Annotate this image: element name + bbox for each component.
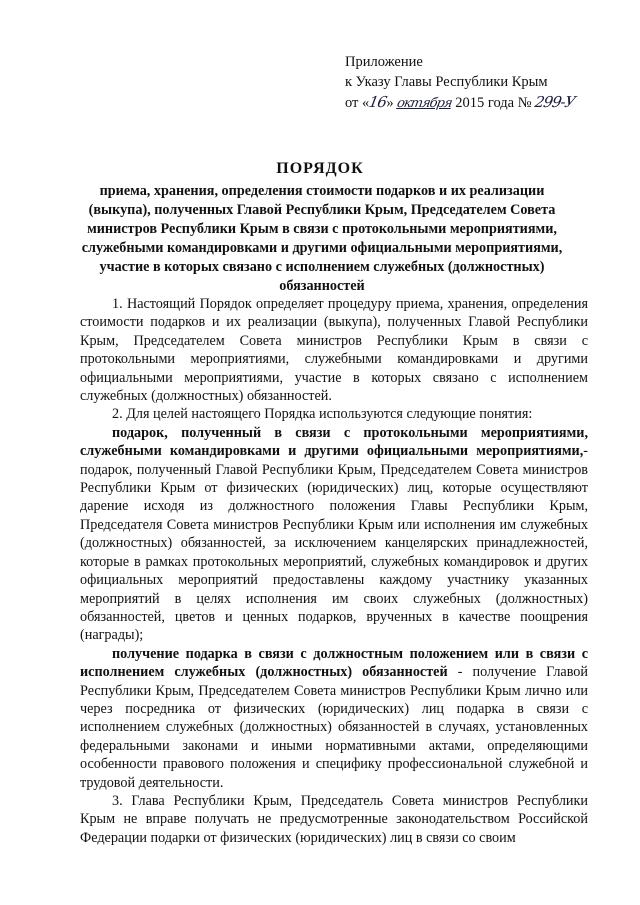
handwritten-month: октября (396, 96, 454, 111)
document-subtitle: приема, хранения, определения стоимости подарков и их реализации (выкупа), полученных Главой Республики Крым, Председателем Совета министров Республики Крым в связи с протокольными мероприятиями, служебными командировками и другими официальными мероприятиями, участие в которых связано с исполнением служебных (должностных) обязанностей (81, 183, 563, 294)
date-year: 2015 года № (455, 95, 532, 111)
date-prefix: от « (345, 95, 370, 111)
definition-gift: - подарок, полученный Главой Республики Крым, Председателем Совета министров Республики Крым от физических (юридических) лиц, которые осуществляют дарение исходя из должностного положения Главы Республики Крым, Председателя Совета министров Республики Крым или исполнения им служебных (должностных) обязанностей, за исключением канцелярских принадлежностей, которые в рамках протокольных мероприятий, служебных командировок и других официальных мероприятий предоставлены каждому участнику указанных мероприятий в целях исполнения им своих служебных (должностных) обязанностей, цветов и ценных подарков, врученных в качестве поощрения (награды); (80, 443, 588, 644)
appendix-label: Приложение (345, 54, 423, 70)
document-title: ПОРЯДОК (276, 160, 364, 177)
term-receiving-gift: получение подарка в связи с должностным положением или в связи с исполнением служебных (должностных) обязанностей (80, 645, 588, 681)
paragraph-1: 1. Настоящий Порядок определяет процедуру приема, хранения, определения стоимости подарков и их реализации (выкупа), полученных Главой Республики Крым, Председателем Совета министров Республики Крым в связи с протокольными мероприятиями, служебными командировками и другими официальными мероприятиями, участие в которых связано с исполнением служебных (должностных) обязанностей. (80, 296, 588, 405)
date-mid: » (386, 95, 394, 111)
term-gift: подарок, полученный в связи с протокольными мероприятиями, служебными командировками и другими официальными мероприятиями, (80, 424, 588, 460)
definition-receiving-gift: - получение Главой Республики Крым, Председателем Совета министров Республики Крым лично или через посредника от физических (юридических) лиц подарка в связи с исполнением служебных (должностных) обязанностей в случаях, установленных федеральными законами и иными нормативными актами, определяющими особенности правового положения и специфику профессиональной служебной и трудовой деятельности. (80, 664, 588, 791)
paragraph-3 (80, 424, 588, 645)
appendix-header (345, 52, 635, 114)
paragraph-2: 2. Для целей настоящего Порядка используются следующие понятия: (112, 406, 533, 423)
handwritten-number: 299-У (533, 93, 577, 111)
handwritten-day: 16 (367, 93, 388, 111)
appendix-decree: к Указу Главы Республики Крым (345, 74, 548, 90)
paragraph-5: 3. Глава Республики Крым, Председатель Совета министров Республики Крым не вправе получать не предусмотренные законодательством Российской Федерации подарки от физических (юридических) лиц в связи со своим (80, 792, 588, 846)
appendix-date-line (345, 92, 635, 114)
document-body (80, 295, 588, 847)
paragraph-4 (80, 645, 588, 792)
